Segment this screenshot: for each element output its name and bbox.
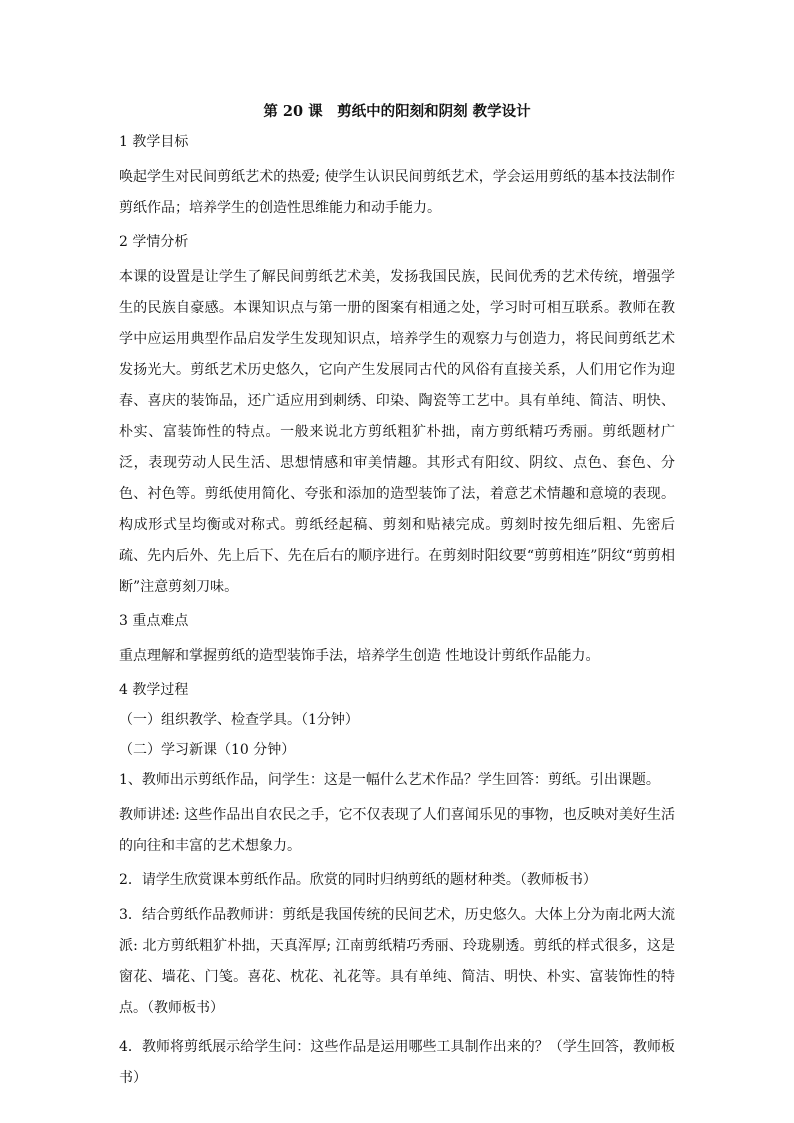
section-heading-analysis: 2 学情分析	[119, 234, 189, 250]
paragraph-analysis: 本课的设置是让学生了解民间剪纸艺术美，发扬我国民族，民间优秀的艺术传统，增强学生的民族自豪感。本课知识点与第一册的图案有相通之处，学习时可相互联系。教师在教学中应运用典型作品启发学生发现知识点，培养学生的观察力与创造力，将民间剪纸艺术发扬光大。剪纸艺术历史悠久，它向产生发展同古代的风俗有直接关系，人们用它作为迎春、喜庆的装饰品，还广适应用到刺绣、印染、陶瓷等工艺中。具有单纯、简洁、明快、朴实、富装饰性的特点。一般来说北方剪纸粗犷朴拙，南方剪纸精巧秀丽。剪纸题材广泛，表现劳动人民生活、思想情感和审美情趣。其形式有阳纹、阴纹、点色、套色、分色、衬色等。剪纸使用简化、夸张和添加的造型装饰了法，着意艺术情趣和意境的表现。构成形式呈均衡或对称式。剪纸经起稿、剪刻和贴裱完成。剪刻时按先细后粗、先密后疏、先内后外、先上后下、先在后右的顺序进行。在剪刻时阳纹要“剪剪相连”阴纹“剪剪相断”注意剪刻刀味。	[119, 269, 675, 595]
process-item-1-note: 教师讲述: 这些作品出自农民之手，它不仅表现了人们喜闻乐见的事物，也反映对美好生活的向往和丰富的艺术想象力。	[119, 807, 675, 854]
process-item-2: 2．请学生欣赏课本剪纸作品。欣赏的同时归纳剪纸的题材种类。（教师板书）	[119, 872, 597, 888]
document-title: 第 20 课 剪纸中的阳刻和阴刻 教学设计	[263, 103, 531, 120]
process-item-1: 1、教师出示剪纸作品，问学生：这是一幅什么艺术作品？学生回答：剪纸。引出课题。	[119, 772, 660, 788]
section-heading-key-points: 3 重点难点	[119, 613, 189, 629]
process-step-2: （二）学习新课（10 分钟）	[119, 742, 296, 758]
section-heading-goals: 1 教学目标	[119, 134, 189, 150]
process-item-3: 3．结合剪纸作品教师讲：剪纸是我国传统的民间艺术，历史悠久。大体上分为南北两大流派: 北方剪纸粗犷朴拙，天真浑厚; 江南剪纸精巧秀丽、玲珑剔透。剪纸的样式很多，这是窗花、墙花、门笺。喜花、枕花、礼花等。具有单纯、简洁、明快、朴实、富装饰性的特点。（教师板书）	[119, 907, 675, 1016]
document-page	[119, 102, 675, 1094]
paragraph-key-points: 重点理解和掌握剪纸的造型装饰手法，培养学生创造 性地设计剪纸作品能力。	[119, 648, 600, 664]
process-item-4: 4．教师将剪纸展示给学生问：这些作品是运用哪些工具制作出来的？（学生回答，教师板书）	[119, 1039, 675, 1086]
section-heading-process: 4 教学过程	[119, 682, 189, 698]
paragraph-goals: 唤起学生对民间剪纸艺术的热爱; 使学生认识民间剪纸艺术，学会运用剪纸的基本技法制作剪纸作品；培养学生的创造性思维能力和动手能力。	[119, 169, 675, 216]
process-step-1: （一）组织教学、检查学具。（1分钟）	[119, 712, 359, 728]
